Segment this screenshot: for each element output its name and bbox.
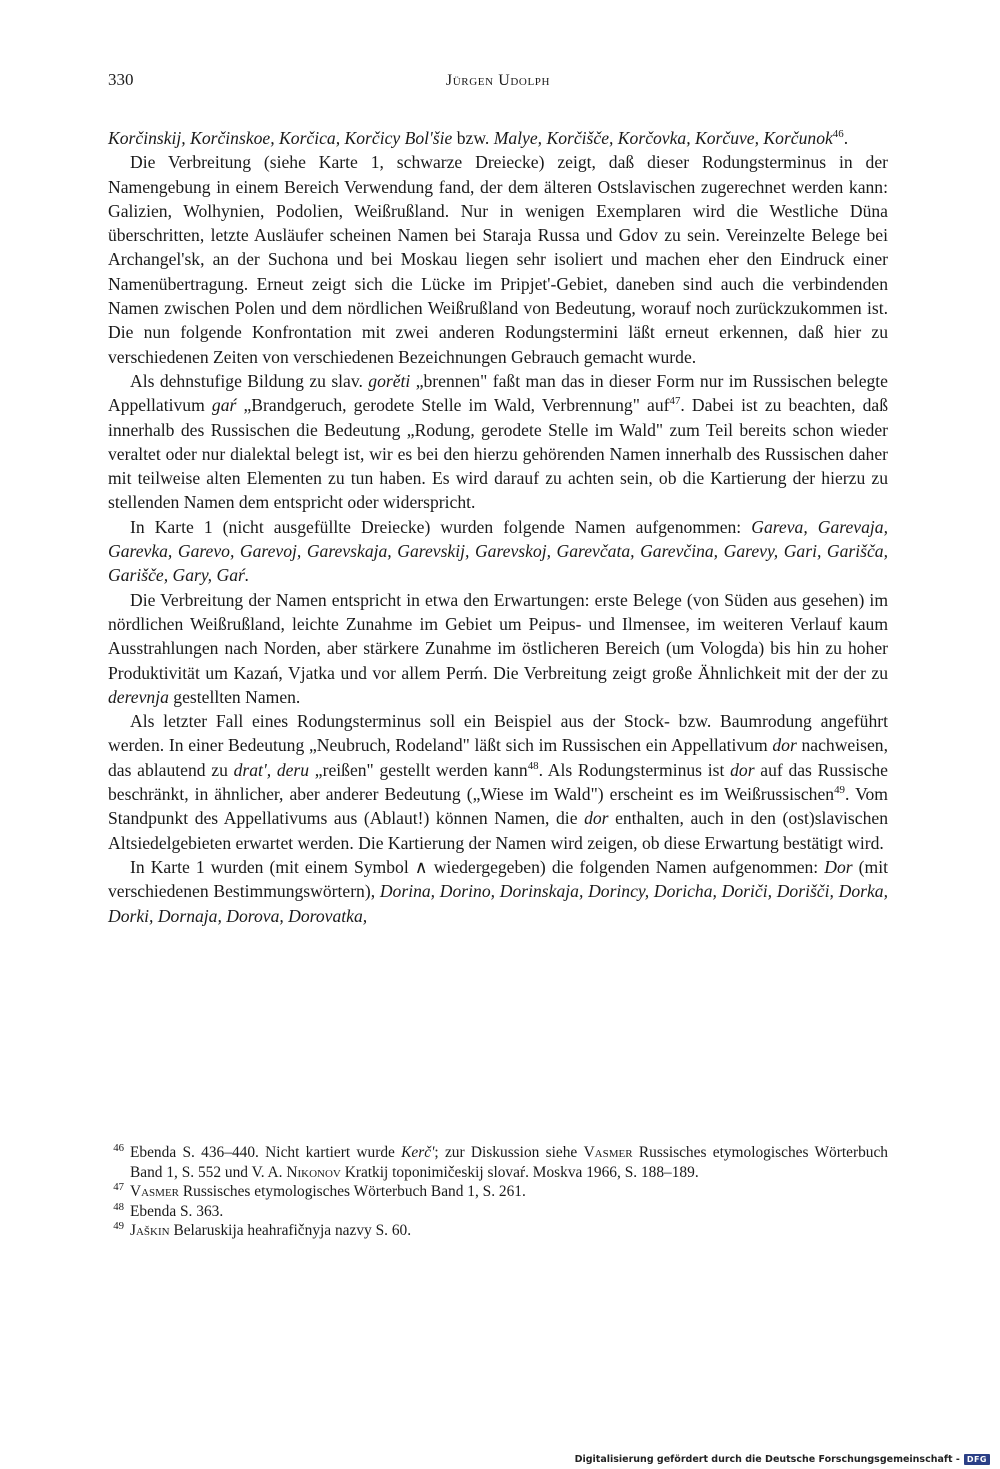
italic-text: gorěti xyxy=(368,370,411,391)
italic-text: dor xyxy=(584,808,609,829)
paragraph xyxy=(108,369,888,515)
footnote: 46 Ebenda S. 436–440. Nicht kartiert wurde Kerč'; zur Diskussion siehe Vasmer Russisches etymologisches Wörterbuch Band 1, S. 552 und V. A. Nikonov Kratkij toponimičeskij slovaŕ. Moskva 1966, S. 188–189. xyxy=(113,1141,888,1181)
text: „brennen" faßt man das in dieser Form nur im Russischen belegte Appellativum xyxy=(108,370,888,416)
text: . Vom Standpunkt des Appellativums aus (Ablaut!) können Namen, die xyxy=(108,784,888,829)
italic-text: Gareva, Garevaja, Garevka, Garevo, Garevoj, Garevskaja, Garevskij, Garevskoj, Garevčata, Garevčina, Garevy, Gari, Garišča, Garišče, Gary, Gaŕ. xyxy=(108,516,888,586)
footnote: 49 Jaškin Belaruskija heahrafičnyja nazvy S. 60. xyxy=(113,1220,412,1240)
text: nachweisen, das ablautend zu xyxy=(108,735,888,780)
page-number: 330 xyxy=(108,70,134,89)
italic-text: dor xyxy=(772,735,797,756)
text: In Karte 1 wurden (mit einem Symbol ∧ wiedergegeben) die folgenden Namen aufgenommen: xyxy=(130,856,825,877)
text: Belaruskija heahrafičnyja nazvy S. 60. xyxy=(169,1222,412,1240)
text: „Brandgeruch, gerodete Stelle im Wald, Verbrennung" auf xyxy=(236,395,670,416)
digitization-credit xyxy=(575,1451,990,1467)
text: Als letzter Fall eines Rodungsterminus soll ein Beispiel aus der Stock- bzw. Baumrodung angeführt werden. In einer Bedeutung „Neubruch, Rodeland" läßt sich im Russischen ein Appellativum xyxy=(108,711,888,756)
footnotes xyxy=(108,1143,888,1241)
text: Ebenda S. 436–440. Nicht kartiert wurde xyxy=(130,1144,402,1161)
paragraph xyxy=(108,515,888,588)
text: (mit verschiedenen Bestimmungswörtern), xyxy=(108,856,888,902)
text: Russisches etymologisches Wörterbuch Band 1, S. 261. xyxy=(179,1183,526,1201)
author-name: Jaškin xyxy=(130,1222,170,1240)
text: Kratkij toponimičeskij slovaŕ. Moskva 1966, S. 188–189. xyxy=(340,1163,699,1181)
dfg-logo[interactable]: DFG xyxy=(964,1454,990,1465)
footnote-ref[interactable]: 46 xyxy=(832,128,844,141)
italic-text: derevnja xyxy=(108,686,169,707)
page-header xyxy=(108,70,888,94)
italic-text: dor xyxy=(730,759,755,780)
text: bzw. xyxy=(452,128,494,148)
text: „reißen" gestellt werden kann xyxy=(309,759,528,780)
text: Als dehnstufige Bildung zu slav. xyxy=(130,370,369,391)
text: . Dabei ist zu beachten, daß innerhalb des Russischen die Bedeutung „Rodung, gerodete Stelle im Wald" zum Teil bereits schon wieder veraltet oder nur dialektal belegt ist, wir es bei den hierzu gehörenden Namen innerhalb des Russischen daher mit teilweise alten Elementen zu tun haben. Es wird darauf zu achten sein, ob die Kartierung der hierzu zu stellenden Namen dem entspricht oder widerspricht. xyxy=(108,395,888,513)
italic-text: drat', deru xyxy=(233,759,310,780)
article-body xyxy=(108,126,888,928)
text: Die Verbreitung der Namen entspricht in etwa den Erwartungen: erste Belege (von Süden aus gesehen) im nördlichen Weißrußland, leichte Zunahme im Gebiet um Peipus- und Ilmensee, im weiteren Verlauf kaum Ausstrahlungen nach Norden, aber stärkere Zunahme im östlicheren Bereich (um Vologda) bis hin zu hoher Produktivität um Kazań, Vjatka und vor allem Perḿ. Die Verbreitung zeigt große Ähnlichkeit mit der der zu xyxy=(108,589,888,683)
italic-text: Dorina, Dorino, Dorinskaja, Dorincy, Doricha, Doriči, Dorišči, Dorka, Dorki, Dornaja, Dorova, Dorovatka, xyxy=(108,881,888,926)
credit-text: Digitalisierung gefördert durch die Deutsche Forschungsgemeinschaft - xyxy=(574,1453,960,1465)
footnote: 47 Vasmer Russisches etymologisches Wörterbuch Band 1, S. 261. xyxy=(113,1181,526,1201)
running-title: Jürgen Udolph xyxy=(445,72,551,89)
footnote: 48 Ebenda S. 363. xyxy=(113,1200,224,1220)
paragraph xyxy=(108,126,888,150)
author-name: Nikonov xyxy=(286,1163,341,1181)
page xyxy=(108,70,888,928)
italic-text: Dor xyxy=(824,856,853,877)
footnote-ref[interactable]: 48 xyxy=(527,759,539,772)
paragraph xyxy=(108,588,888,709)
footnote-ref[interactable]: 47 xyxy=(669,395,681,408)
italic-text: Korčinskij, Korčinskoe, Korčica, Korčicy Bol'šie xyxy=(108,128,453,148)
text: . xyxy=(843,128,849,148)
paragraph xyxy=(108,709,888,855)
text: . Als Rodungsterminus ist xyxy=(538,759,731,780)
author-name: Vasmer xyxy=(583,1144,633,1161)
footnote-ref[interactable]: 49 xyxy=(834,784,845,797)
italic-text: gaŕ xyxy=(211,395,237,416)
paragraph: Die Verbreitung (siehe Karte 1, schwarze Dreiecke) zeigt, daß dieser Rodungsterminus in der Namengebung in einem Bereich Verwendung fand, der dem älteren Ostslavischen zugerechnet werden kann: Galizien, Wolhynien, Podolien, Weißrußland. Nur in wenigen Exemplaren wird die Westliche Düna überschritten, letzte Ausläufer scheinen Namen bei Staraja Russa und Gdov zu sein. Vereinzelte Belege bei Archangel'sk, an der Suchona und bei Moskau liegen sehr isoliert und machen eher den Eindruck einer Namenübertragung. Erneut zeigt sich die Lücke im Pripjet'-Gebiet, daneben sind auch die verbindenden Namen zwischen Polen und dem nördlichen Weißrußland von Bedeutung, worauf noch zurückzukommen ist. Die nun folgende Konfrontation mit zwei anderen Rodungstermini läßt erneut erkennen, daß hier zu verschiedenen Zeiten von verschiedenen Bezeichnungen Gebrauch gemacht wurde. xyxy=(108,152,888,367)
text: enthalten, auch in den (ost)slavischen Altsiedelgebieten erwartet werden. Die Kartierung der Namen wird zeigen, ob diese Erwartung bestätigt wird. xyxy=(108,808,888,853)
text: In Karte 1 (nicht ausgefüllte Dreiecke) wurden folgende Namen aufgenommen: xyxy=(130,516,752,537)
paragraph xyxy=(108,855,888,928)
italic-text: Malye, Korčišče, Korčovka, Korčuve, Korčunok xyxy=(493,128,833,148)
text: Ebenda S. 363. xyxy=(130,1202,224,1220)
text: gestellten Namen. xyxy=(168,686,301,707)
author-name: Vasmer xyxy=(130,1183,180,1201)
text: auf das Russische beschränkt, in ähnlicher, aber anderer Bedeutung („Wiese im Wald") erscheint es im Weißrussischen xyxy=(108,759,888,805)
italic-text: Kerč' xyxy=(401,1144,435,1161)
text: ; zur Diskussion siehe xyxy=(434,1144,584,1161)
text: Russisches etymologisches Wörterbuch Band 1, S. 552 und V. A. xyxy=(130,1144,888,1181)
